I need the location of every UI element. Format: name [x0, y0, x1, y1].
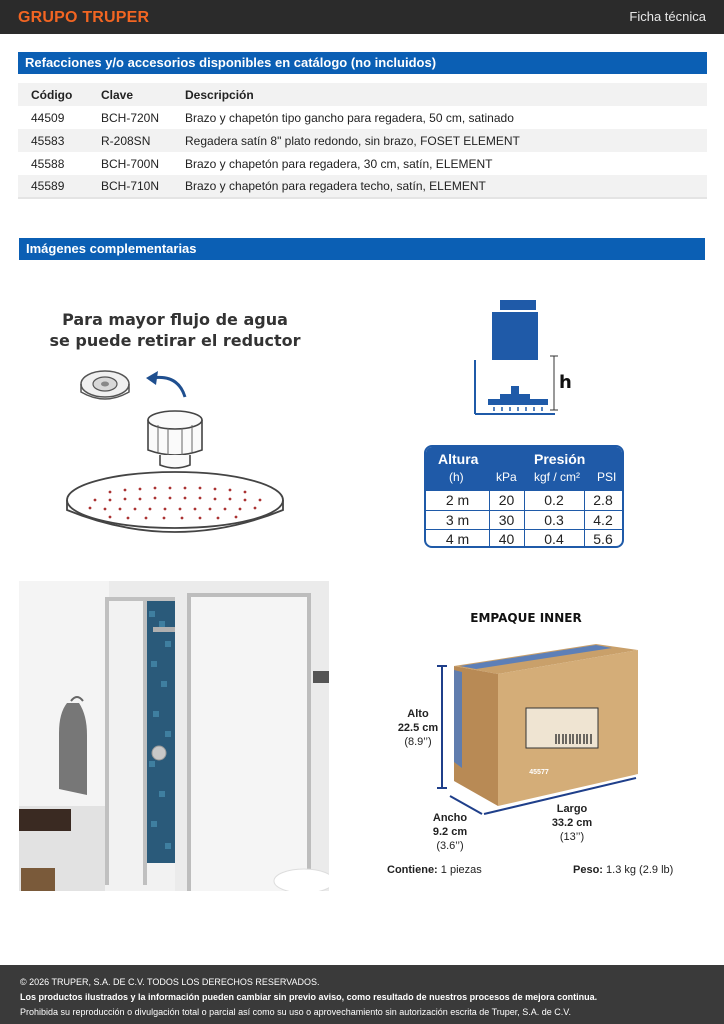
ancho-in: (3.6’’) — [436, 840, 464, 852]
pressure-table — [424, 445, 624, 548]
footer — [0, 965, 724, 1024]
alto-in: (8.9’’) — [404, 736, 432, 748]
curved-arrow-icon — [152, 377, 185, 397]
complementary-section-title: Imágenes complementarias — [19, 238, 705, 260]
cell-codigo: 44509 — [31, 110, 65, 125]
cell-codigo: 45588 — [31, 156, 65, 171]
cell-kgf: 0.4 — [544, 531, 564, 548]
table-divider — [489, 490, 490, 546]
reducer-note-line2: se puede retirar el reductor — [49, 331, 301, 350]
kpa-unit: kPa — [496, 470, 517, 484]
altura-unit: (h) — [449, 470, 464, 484]
cell-descripcion: Brazo y chapetón para regadera techo, satín, ELEMENT — [172, 175, 707, 198]
column-header-clave: Clave — [88, 83, 172, 106]
cell-descripcion: Brazo y chapetón tipo gancho para regadera, 50 cm, satinado — [185, 110, 514, 125]
ancho-label: Ancho — [432, 812, 468, 824]
cell-altura: 3 m — [445, 511, 470, 528]
column-header-descripcion: Descripción — [172, 83, 707, 106]
height-diagram — [470, 298, 580, 420]
brand-logo: GRUPO TRUPER — [18, 9, 150, 26]
ancho-dimension — [423, 811, 477, 853]
cell-psi: 2.8 — [593, 492, 613, 508]
cell-clave: R-208SN — [88, 129, 172, 152]
cell-altura: 2 m — [445, 492, 470, 508]
contiene-label: Contiene: — [387, 864, 438, 876]
top-header-bar — [0, 0, 724, 34]
cell-kgf: 0.3 — [544, 511, 564, 528]
table-row — [18, 175, 707, 198]
cell-kgf: 0.2 — [544, 492, 564, 508]
cell-kpa: 30 — [498, 511, 515, 528]
shower-head-illustration — [50, 360, 300, 550]
ancho-cm: 9.2 cm — [432, 826, 468, 838]
alto-cm: 22.5 cm — [397, 722, 439, 734]
package-weight — [573, 863, 673, 877]
shower-connector-icon — [148, 411, 202, 468]
alto-dimension — [391, 707, 445, 749]
largo-in: (13’’) — [559, 831, 585, 843]
pressure-table-header — [426, 447, 622, 490]
cell-clave: BCH-720N — [101, 110, 160, 125]
cell-kpa: 20 — [498, 492, 515, 508]
alto-label: Alto — [407, 708, 429, 720]
shower-plate-icon — [67, 472, 283, 532]
reducer-icon — [81, 371, 129, 399]
largo-label: Largo — [556, 803, 588, 815]
reducer-note-line1: Para mayor flujo de agua — [62, 310, 288, 329]
footer-copyright: © 2026 TRUPER, S.A. DE C.V. TODOS LOS DERECHOS RESERVADOS. — [20, 977, 320, 987]
cell-clave: BCH-700N — [101, 156, 160, 171]
accessories-table — [18, 83, 707, 199]
table-divider — [584, 490, 585, 546]
cell-clave: BCH-710N — [88, 175, 172, 198]
cell-descripcion: Brazo y chapetón para regadera, 30 cm, satín, ELEMENT — [185, 156, 493, 171]
cell-codigo: 45583 — [18, 129, 88, 152]
column-header-codigo: Código — [18, 83, 88, 106]
cell-descripcion: Regadera satín 8" plato redondo, sin brazo, FOSET ELEMENT — [172, 129, 707, 152]
contiene-value: 1 piezas — [440, 864, 482, 876]
presion-header: Presión — [534, 451, 586, 467]
table-row — [18, 129, 707, 152]
box-code: 45577 — [529, 769, 549, 776]
table-row — [18, 106, 707, 129]
package-title: EMPAQUE INNER — [470, 611, 582, 625]
peso-label: Peso: — [573, 864, 603, 876]
document-type: Ficha técnica — [629, 9, 706, 24]
altura-header: Altura — [438, 451, 479, 467]
cell-codigo: 45589 — [18, 175, 88, 198]
footer-prohibition: Prohibida su reproducción o divulgación total o parcial así como su uso o aprovechamiento sin autorización escrita de Truper, S.A. de C.V. — [20, 1007, 571, 1017]
largo-dimension — [545, 802, 599, 844]
table-divider — [524, 490, 525, 546]
bathroom-photo — [19, 581, 329, 891]
footer-notice: Los productos ilustrados y la información pueden cambiar sin previo aviso, como resultado de nuestros procesos de mejora continua. — [20, 992, 598, 1002]
kgf-unit: kgf / cm² — [534, 470, 581, 484]
reducer-note — [40, 309, 310, 351]
peso-value: 1.3 kg (2.9 lb) — [606, 864, 674, 876]
package-box-illustration — [436, 636, 646, 818]
cell-psi: 4.2 — [593, 511, 613, 528]
largo-cm: 33.2 cm — [551, 817, 593, 829]
psi-unit: PSI — [597, 470, 617, 484]
height-label: h — [559, 372, 572, 393]
accessories-section-title: Refacciones y/o accesorios disponibles en catálogo (no incluidos) — [18, 52, 707, 74]
package-contents — [387, 863, 482, 877]
table-row — [18, 152, 707, 175]
cell-altura: 4 m — [445, 531, 470, 548]
cell-kpa: 40 — [498, 531, 515, 548]
cell-psi: 5.6 — [593, 531, 613, 548]
table-header-row — [18, 83, 707, 106]
